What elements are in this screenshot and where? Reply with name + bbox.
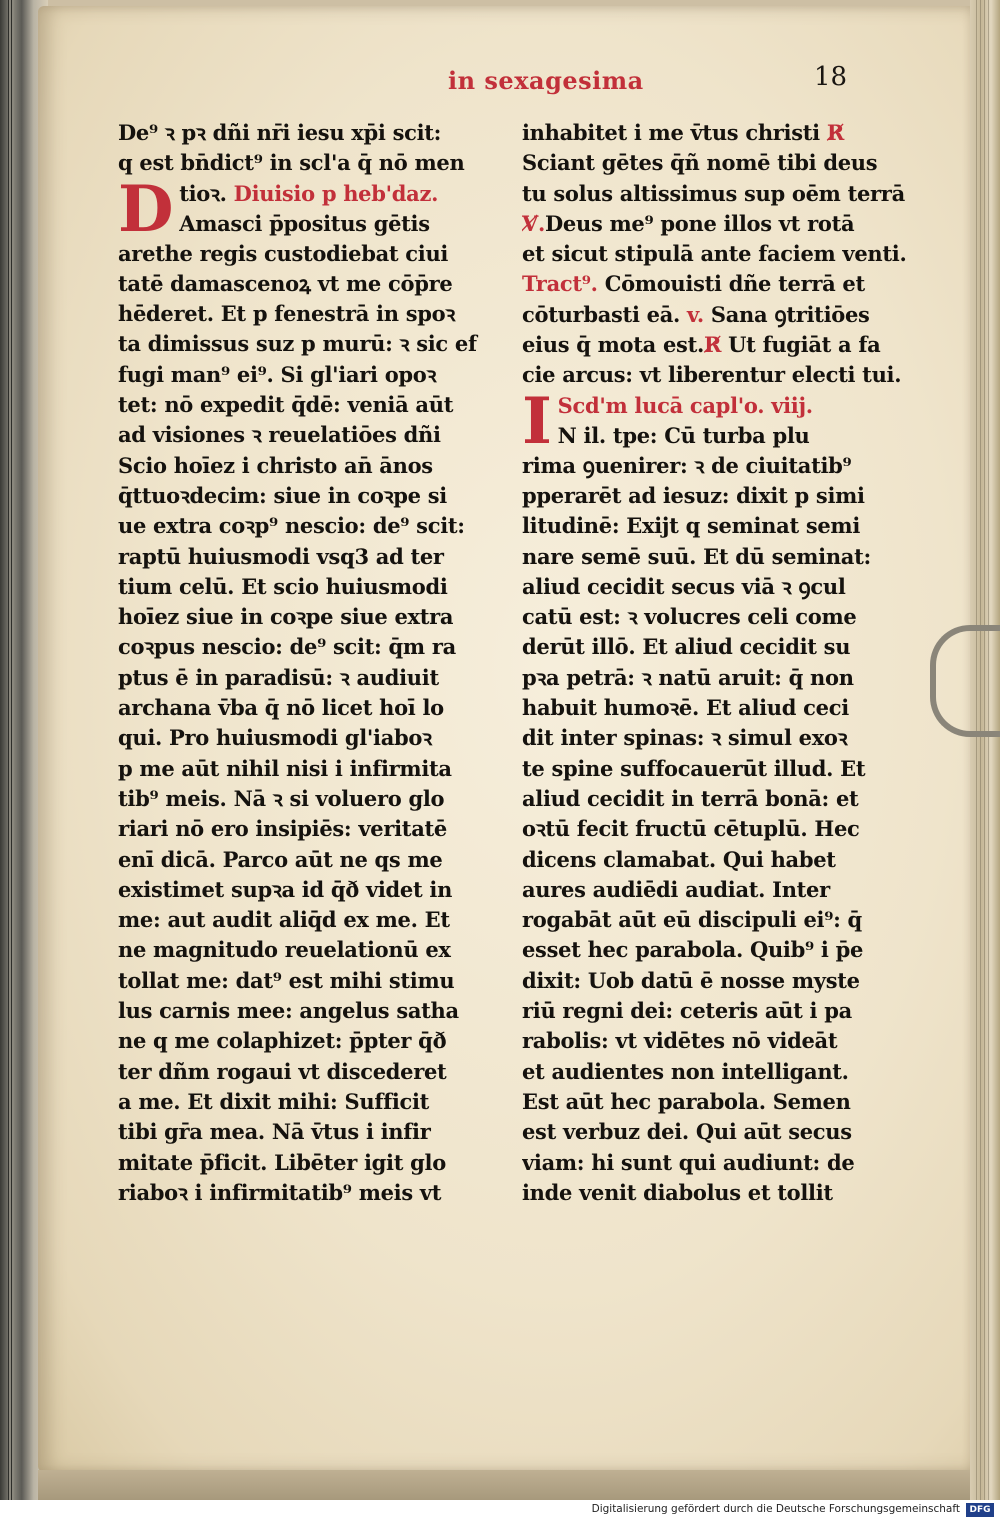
text-line: De⁹ ꝛ pꝛ dñi nr̄i iesu xp̄i scit:: [118, 120, 442, 145]
drop-initial: I: [522, 383, 552, 459]
text-line: Sciant gētes q̄ñ nomē tibi deus: [522, 150, 878, 176]
text-fragment: tioꝛ.: [179, 180, 227, 206]
page-bottom-edge: [38, 1470, 973, 1500]
initial-block: [118, 171, 518, 247]
text-line: aliud cecidit secus viā ꝛ ꝯcul: [522, 573, 846, 599]
text-line: tu solus altissimus sup oēm terrā: [522, 180, 905, 206]
text-line: [179, 179, 518, 209]
text-line: tollat me: dat⁹ est mihi stimu: [118, 967, 455, 993]
text-fragment: eius q̄ mota est.: [522, 332, 704, 358]
text-line: ne magnitudo reuelationū ex: [118, 937, 451, 963]
text-line: [522, 300, 922, 330]
text-line: raptū huiusmodi vsq3 ad ter: [118, 543, 444, 569]
text-line: riari nō ero insipiēs: veritatē: [118, 816, 447, 842]
text-line: rima ꝯuenirer: ꝛ de ciuitatib⁹: [522, 452, 852, 478]
text-fragment: Deus me⁹ pone illos vt rotā: [545, 210, 855, 236]
text-line: riaboꝛ i infirmitatib⁹ meis vt: [118, 1179, 442, 1205]
text-line: tibi gr̄a mea. Nā v̄tus i infir: [118, 1119, 431, 1145]
text-line: est verbuz dei. Qui aūt secus: [522, 1119, 852, 1145]
text-line: Est aūt hec parabola. Semen: [522, 1088, 851, 1114]
text-line: fugi man⁹ ei⁹. Si gl'iari opoꝛ: [118, 361, 437, 387]
text-line: q̄ttuoꝛdecim: siue in coꝛpe si: [118, 482, 447, 508]
text-line: inde venit diabolus et tollit: [522, 1179, 833, 1205]
gospel-heading: Scd'm lucā capl'o. viij.: [557, 392, 813, 418]
text-line: [522, 118, 922, 148]
text-line: litudinē: Exijt q seminat semi: [522, 513, 861, 539]
text-line: esset hec parabola. Quib⁹ i p̄e: [522, 937, 864, 963]
book-fore-edge: [970, 0, 1000, 1500]
text-line: lus carnis mee: angelus satha: [118, 998, 459, 1024]
text-fragment: inhabitet i me v̄tus christi: [522, 120, 820, 145]
folio-number: 18: [814, 62, 848, 92]
text-line: et audientes non intelligant.: [522, 1058, 849, 1084]
text-line: pꝛa petrā: ꝛ natū aruit: q̄ non: [522, 664, 854, 690]
text-line: dicens clamabat. Qui habet: [522, 846, 836, 872]
text-line: rogabāt aūt eū discipuli ei⁹: q̄: [522, 907, 862, 933]
text-line: riū regni dei: ceteris aūt i pa: [522, 998, 852, 1024]
dfg-logo: DFG: [966, 1503, 994, 1517]
text-line: a me. Et dixit mihi: Sufficit: [118, 1088, 430, 1114]
text-line: viam: hi sunt qui audiunt: de: [522, 1149, 855, 1175]
text-line: ta dimissus suz p murū: ꝛ sic ef: [118, 331, 477, 357]
drop-initial: D: [118, 171, 174, 247]
text-fragment: Sana ꝯtritiōes: [710, 301, 870, 327]
rubric-heading: Diuisio p heb'daz.: [233, 180, 439, 206]
text-line: tium celū. Et scio huiusmodi: [118, 573, 448, 599]
text-line: ue extra coꝛp⁹ nescio: de⁹ scit:: [118, 513, 465, 539]
gospel-initial-block: [522, 383, 922, 459]
digitization-footer: [0, 1500, 1000, 1521]
text-column-left: [118, 118, 518, 1208]
text-line: cie arcus: vt liberentur electi tui.: [522, 362, 902, 388]
versicle-mark: V̸.: [522, 210, 546, 236]
text-line: habuit humoꝛē. Et aliud ceci: [522, 695, 849, 721]
page-clip: [930, 625, 1000, 737]
running-head: in sexagesima: [448, 66, 644, 95]
text-line: aliud cecidit in terrā bonā: et: [522, 785, 859, 811]
text-line: dit inter spinas: ꝛ simul exoꝛ: [522, 725, 848, 751]
text-line: pperarēt ad iesuz: dixit p simi: [522, 482, 865, 508]
text-line: te spine suffocauerūt illud. Et: [522, 755, 866, 781]
text-line: tet: nō expedit q̄dē: veniā aūt: [118, 392, 454, 418]
funding-credit: Digitalisierung gefördert durch die Deutsche Forschungsgemeinschaft: [591, 1503, 960, 1515]
text-line: ptus ē in paradisū: ꝛ audiuit: [118, 664, 439, 690]
text-line: aures audiēdi audiat. Inter: [522, 876, 830, 902]
text-line: arethe regis custodiebat ciui: [118, 240, 449, 266]
text-line: Amasci p̄positus gētis: [179, 210, 430, 236]
text-line: hēderet. Et p fenestrā in spoꝛ: [118, 301, 455, 327]
text-line: dixit: Uob datū ē nosse myste: [522, 967, 860, 993]
text-line: enī dicā. Parco aūt ne qs me: [118, 846, 443, 872]
responsory-mark: R̸: [703, 332, 722, 358]
versicle-mark: v.: [687, 301, 704, 327]
text-line: tatē damascenoꝝ vt me cōp̄re: [118, 270, 453, 296]
text-line: hoīez siue in coꝛpe siue extra: [118, 604, 454, 630]
text-line: [522, 209, 922, 239]
text-line: ne q me colaphizet: p̄pter q̄ð: [118, 1028, 447, 1054]
text-line: ter dñm rogaui vt discederet: [118, 1058, 447, 1084]
text-line: existimet supꝛa id q̄ð videt in: [118, 876, 453, 902]
text-line: [522, 330, 922, 360]
text-line: oꝛtū fecit fructū cētuplū. Hec: [522, 816, 860, 842]
text-line: ad visiones ꝛ reuelatiōes dñi: [118, 422, 441, 448]
text-line: derūt illō. Et aliud cecidit su: [522, 634, 851, 660]
text-line: rabolis: vt vidētes nō videāt: [522, 1028, 838, 1054]
text-line: mitate p̄ficit. Libēter igit glo: [118, 1149, 446, 1175]
text-line: nare semē suū. Et dū seminat:: [522, 543, 871, 569]
text-line: [522, 269, 922, 299]
text-fragment: Cōmouisti dñe terrā et: [604, 271, 865, 297]
tract-heading: Tract⁹.: [522, 271, 598, 297]
text-line: coꝛpus nescio: de⁹ scit: q̄m ra: [118, 634, 456, 660]
text-line: et sicut stipulā ante faciem venti.: [522, 241, 907, 267]
text-line: N il. tpe: Cū turba plu: [557, 422, 810, 448]
text-line: archana v̄ba q̄ nō licet hoī lo: [118, 695, 444, 721]
responsory-mark: R̸: [826, 120, 845, 145]
text-line: tib⁹ meis. Nā ꝛ si voluero glo: [118, 785, 445, 811]
text-line: catū est: ꝛ volucres celi come: [522, 604, 857, 630]
text-line: p me aūt nihil nisi i infirmita: [118, 755, 452, 781]
text-fragment: Ut fugiāt a fa: [728, 332, 881, 358]
text-line: Scio hoīez i christo an̄ ānos: [118, 452, 433, 478]
text-column-right: [522, 118, 922, 1208]
text-fragment: cōturbasti eā.: [522, 301, 681, 327]
text-line: q est bn̄dict⁹ in scl'a q̄ nō men: [118, 150, 465, 176]
text-line: me: aut audit aliq̄d ex me. Et: [118, 907, 450, 933]
text-line: qui. Pro huiusmodi gl'iaboꝛ: [118, 725, 432, 751]
